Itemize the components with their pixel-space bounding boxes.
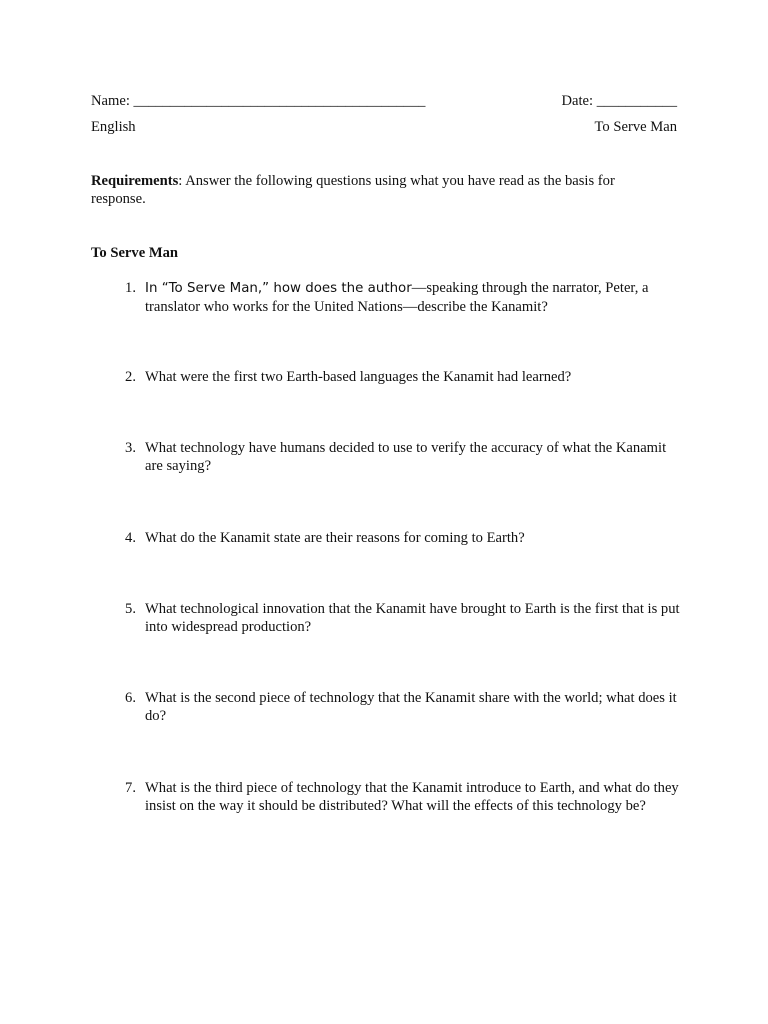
- assignment-title: To Serve Man: [594, 119, 677, 135]
- question-text: What technology have humans decided to use to verify the accuracy of what the Kanamit are saying?: [145, 440, 667, 474]
- date-field-label: Date: ___________: [561, 93, 677, 109]
- question-number: 4.: [125, 530, 136, 546]
- question-number: 5.: [125, 601, 136, 617]
- question-3: [91, 439, 681, 475]
- question-5: [91, 600, 681, 636]
- question-text: What is the third piece of technology that the Kanamit introduce to Earth, and what do they insist on the way it should be distributed? What will the effects of this technology be?: [145, 780, 679, 814]
- question-text: What were the first two Earth-based languages the Kanamit had learned?: [145, 369, 572, 385]
- course-label: English: [91, 119, 136, 135]
- question-2: [91, 368, 681, 386]
- header-row-name-date: [91, 92, 677, 110]
- question-body: —speaking through the narrator, Peter, a translator who works for the United Nations—describe the Kanamit?: [145, 280, 649, 315]
- question-number: 1.: [125, 280, 136, 296]
- question-text: What technological innovation that the Kanamit have brought to Earth is the first that is put into widespread production?: [145, 601, 680, 635]
- header-row-course: [91, 118, 677, 136]
- section-title: To Serve Man: [91, 245, 179, 261]
- question-text: [136, 279, 681, 316]
- question-prefix: In “To Serve Man,” how does the author: [145, 281, 412, 296]
- question-number: 7.: [125, 780, 136, 796]
- name-field-label: Name: ________________________________________: [91, 93, 426, 109]
- requirements-paragraph: [91, 172, 651, 208]
- question-4: [91, 529, 681, 547]
- question-number: 2.: [125, 369, 136, 385]
- question-7: [91, 779, 681, 815]
- question-1: [91, 279, 681, 316]
- question-6: [91, 689, 681, 725]
- question-text: What do the Kanamit state are their reasons for coming to Earth?: [145, 530, 525, 546]
- question-number: 6.: [125, 690, 136, 706]
- requirements-label: Requirements: [91, 173, 179, 189]
- question-number: 3.: [125, 440, 136, 456]
- requirements-text: : Answer the following questions using what you have read as the basis for response.: [91, 173, 615, 207]
- question-text: What is the second piece of technology that the Kanamit share with the world; what does it do?: [145, 690, 677, 724]
